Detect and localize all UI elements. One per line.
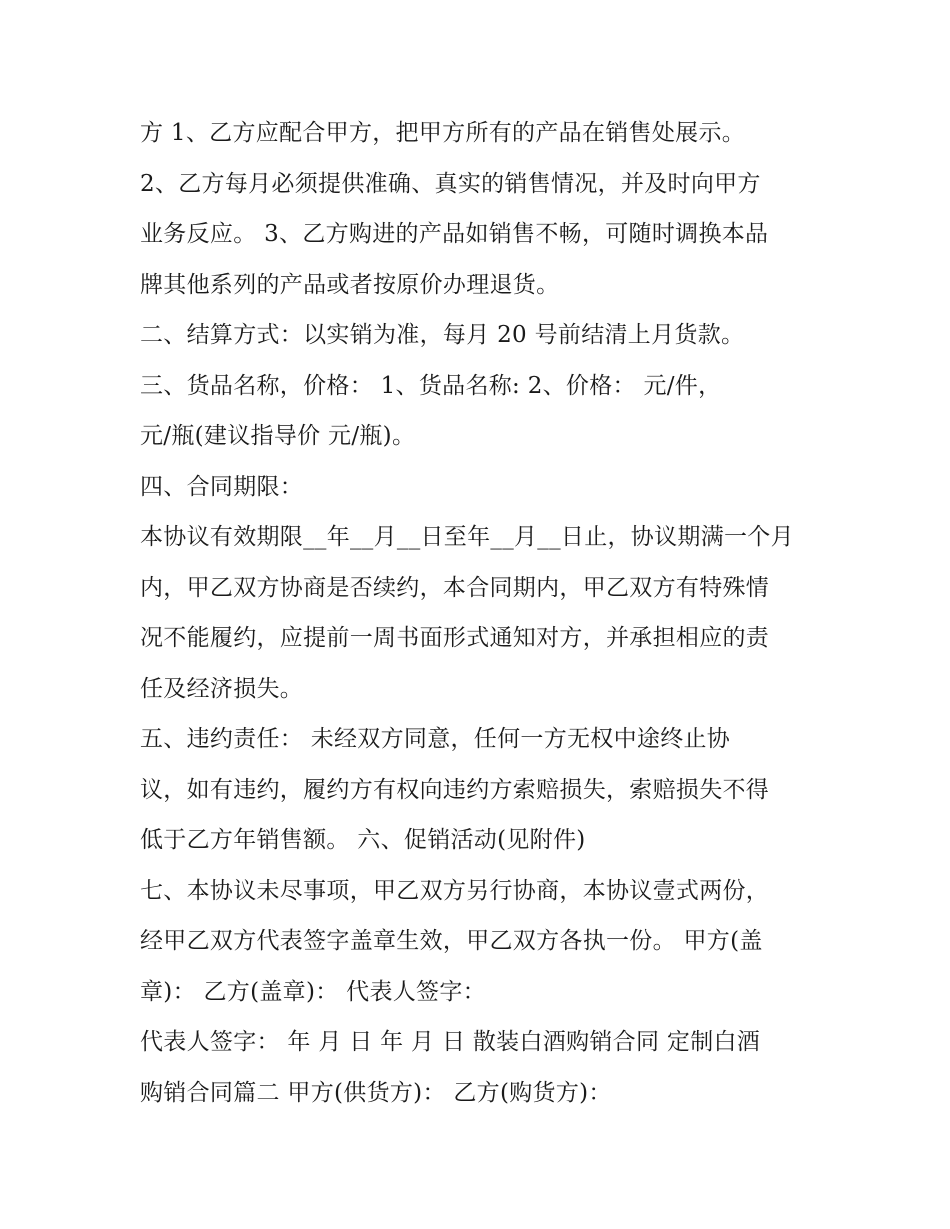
text-line: 2、乙方每月必须提供准确、真实的销售情况，并及时向甲方 xyxy=(140,170,761,197)
text-line: 二、结算方式：以实销为准，每月 20 号前结清上月货款。 xyxy=(140,322,745,348)
text-line: 购销合同篇二 甲方(供货方)： 乙方(购货方)： xyxy=(140,1079,612,1106)
text-line: 业务反应。 3、乙方购进的产品如销售不畅，可随时调换本品 xyxy=(140,221,769,247)
text-line: 元/瓶(建议指导价 元/瓶)。 xyxy=(140,423,416,449)
text-line: 代表人签字： 年 月 日 年 月 日 散装白酒购销合同 定制白酒 xyxy=(140,1029,761,1055)
text-line: 况不能履约，应提前一周书面形式通知对方，并承担相应的责 xyxy=(140,625,770,651)
text-line: 牌其他系列的产品或者按原价办理退货。 xyxy=(140,271,560,298)
text-line: 本协议有效期限__年__月__日至年__月__日止，协议期满一个月 xyxy=(140,524,794,550)
text-line: 内，甲乙双方协商是否续约，本合同期内，甲乙双方有特殊情 xyxy=(140,574,770,601)
text-line: 议，如有违约，履约方有权向违约方索赔损失，索赔损失不得 xyxy=(140,776,770,803)
text-line: 章)： 乙方(盖章)： 代表人签字： xyxy=(140,978,486,1005)
text-line: 四、合同期限： xyxy=(140,473,304,500)
text-line: 任及经济损失。 xyxy=(140,675,304,702)
text-line: 低于乙方年销售额。 六、促销活动(见附件) xyxy=(140,827,586,853)
text-line: 三、货品名称，价格： 1、货品名称: 2、价格： 元/件， xyxy=(140,372,722,399)
text-line: 七、本协议未尽事项，甲乙双方另行协商，本协议壹式两份， xyxy=(140,877,770,904)
text-line: 经甲乙双方代表签字盖章生效，甲乙双方各执一份。 甲方(盖 xyxy=(140,928,763,954)
text-line: 方 1、乙方应配合甲方，把甲方所有的产品在销售处展示。 xyxy=(140,120,746,146)
text-line: 五、违约责任： 未经双方同意，任何一方无权中途终止协 xyxy=(140,726,731,752)
document-body xyxy=(140,108,830,1118)
